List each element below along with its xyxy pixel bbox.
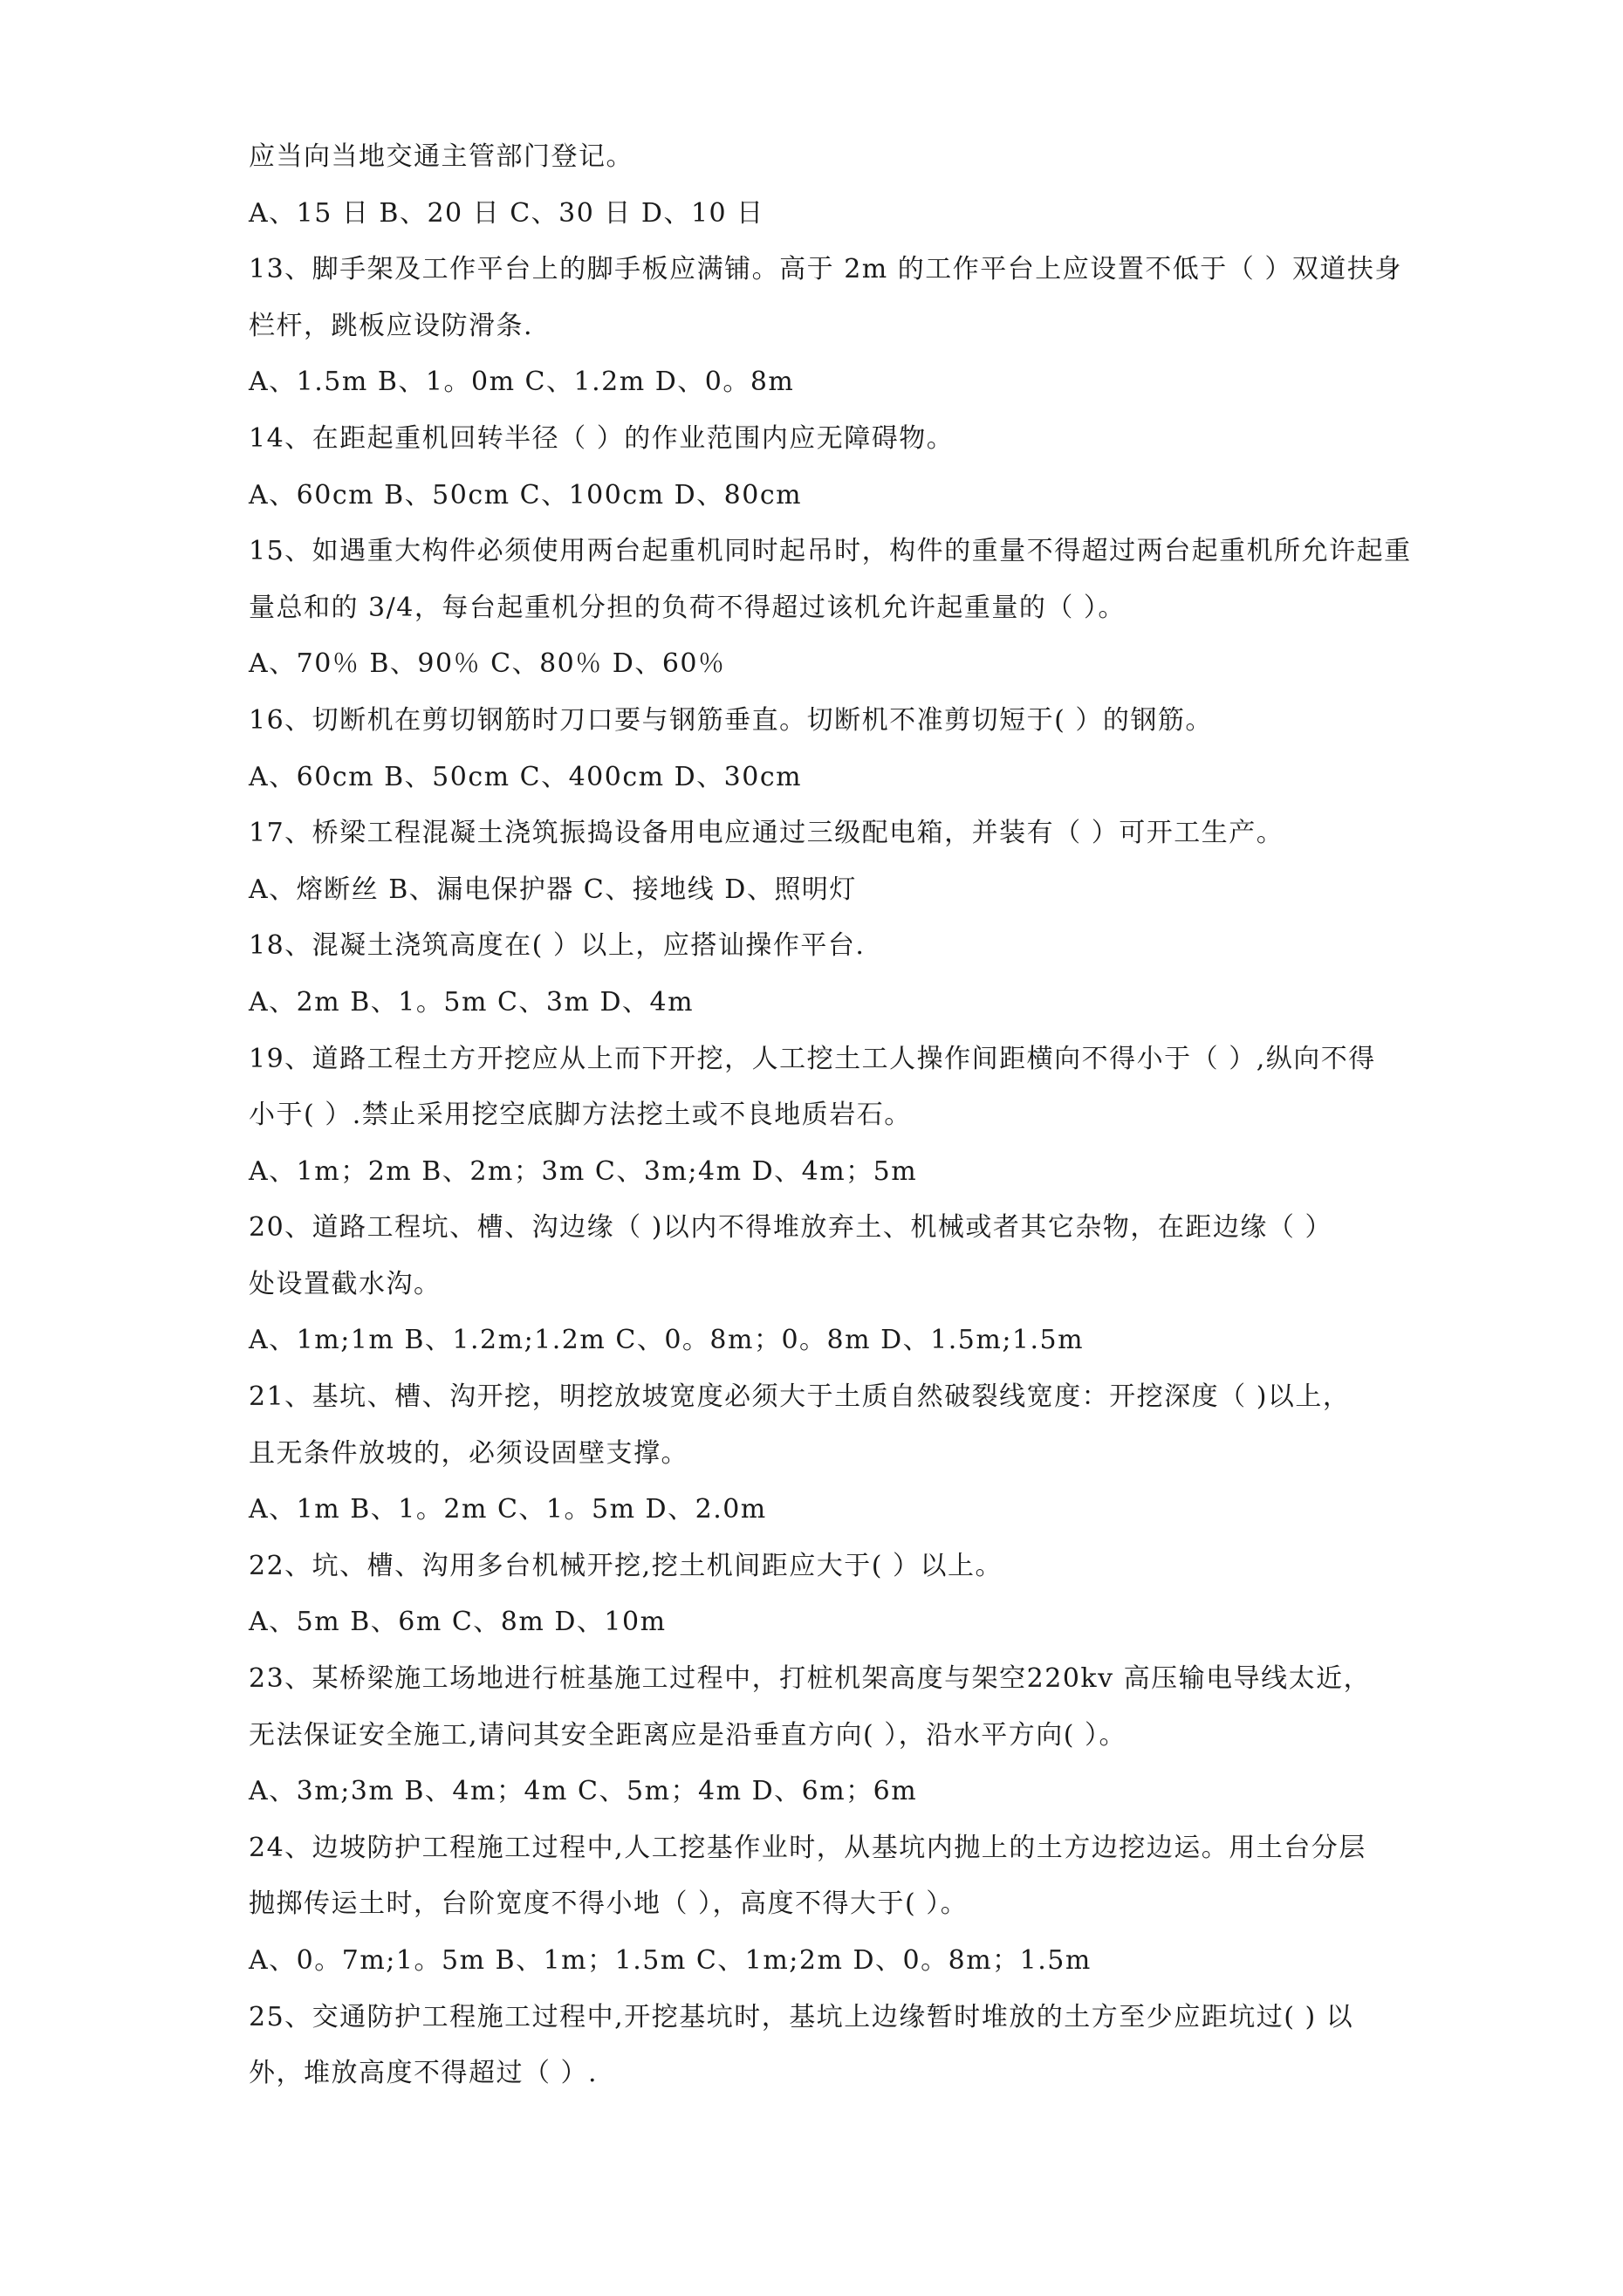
answer-options: A、15 日 B、20 日 C、30 日 D、10 日 [249,197,764,229]
answer-options: A、2m B、1。5m C、3m D、4m [249,986,695,1018]
question-18: 18、混凝土浇筑高度在( ）以上，应搭讪操作平台. [249,930,866,962]
question-24: 24、边坡防护工程施工过程中,人工挖基作业时，从基坑内抛上的土方边挖边运。用土台分层 [249,1832,1366,1863]
answer-options: A、3m;3m B、4m；4m C、5m；4m D、6m；6m [249,1776,918,1807]
question-17: 17、桥梁工程混凝土浇筑振捣设备用电应通过三级配电箱，并装有（ ）可开工生产。 [249,818,1284,849]
question-16: 16、切断机在剪切钢筋时刀口要与钢筋垂直。切断机不准剪切短于( ）的钢筋。 [249,704,1213,736]
text-line: 量总和的 3/4，每台起重机分担的负荷不得超过该机允许起重量的（ ）。 [249,592,1126,623]
answer-options: A、60cm B、50cm C、100cm D、80cm [249,479,803,511]
answer-options: A、1.5m B、1。0m C、1.2m D、0。8m [249,367,795,398]
text-line: 且无条件放坡的，必须设固壁支撑。 [249,1437,688,1469]
answer-options: A、5m B、6m C、8m D、10m [249,1607,667,1638]
text-line: 抛掷传运土时，台阶宽度不得小地（ ），高度不得大于( ）。 [249,1888,969,1920]
text-line: 应当向当地交通主管部门登记。 [249,141,633,172]
question-15: 15、如遇重大构件必须使用两台起重机同时起吊时，构件的重量不得超过两台起重机所允许起重 [249,536,1412,567]
question-14: 14、在距起重机回转半径（ ）的作业范围内应无障碍物。 [249,422,955,454]
text-line: 处设置截水沟。 [249,1268,442,1299]
question-22: 22、坑、槽、沟用多台机械开挖,挖土机间距应大于( ）以上。 [249,1550,1003,1581]
answer-options: A、1m;1m B、1.2m;1.2m C、0。8m；0。8m D、1.5m;1.5m [249,1325,1085,1356]
page-body [249,129,1412,2102]
answer-options: A、0。7m;1。5m B、1m；1.5m C、1m;2m D、0。8m；1.5m [249,1945,1092,1976]
text-line: 无法保证安全施工,请问其安全距离应是沿垂直方向( ），沿水平方向( ）。 [249,1719,1127,1751]
question-13: 13、脚手架及工作平台上的脚手板应满铺。高于 2m 的工作平台上应设置不低于（ ）双道扶身 [249,254,1402,285]
question-25: 25、交通防护工程施工过程中,开挖基坑时，基坑上边缘暂时堆放的土方至少应距坑过( ) 以 [249,2001,1354,2032]
text-line: 栏杆，跳板应设防滑条. [249,310,534,341]
question-20: 20、道路工程坑、槽、沟边缘（ )以内不得堆放弃土、机械或者其它杂物，在距边缘（ ） [249,1212,1332,1244]
answer-options: A、70％ B、90％ C、80％ D、60％ [249,648,726,680]
answer-options: A、1m；2m B、2m；3m C、3m;4m D、4m；5m [249,1155,918,1187]
text-line: 外，堆放高度不得超过（ ）. [249,2058,599,2089]
answer-options: A、熔断丝 B、漏电保护器 C、接地线 D、照明灯 [249,874,857,905]
text-line: 小于( ）.禁止采用挖空底脚方法挖土或不良地质岩石。 [249,1100,912,1131]
answer-options: A、60cm B、50cm C、400cm D、30cm [249,761,803,792]
question-21: 21、基坑、槽、沟开挖，明挖放坡宽度必须大于土质自然破裂线宽度：开挖深度（ )以上， [249,1381,1351,1413]
question-23: 23、某桥梁施工场地进行桩基施工过程中，打桩机架高度与架空220kv 高压输电导线太近， [249,1663,1372,1695]
answer-options: A、1m B、1。2m C、1。5m D、2.0m [249,1494,767,1525]
question-19: 19、道路工程土方开挖应从上而下开挖，人工挖土工人操作间距横向不得小于（ ）,纵向不得 [249,1043,1376,1074]
